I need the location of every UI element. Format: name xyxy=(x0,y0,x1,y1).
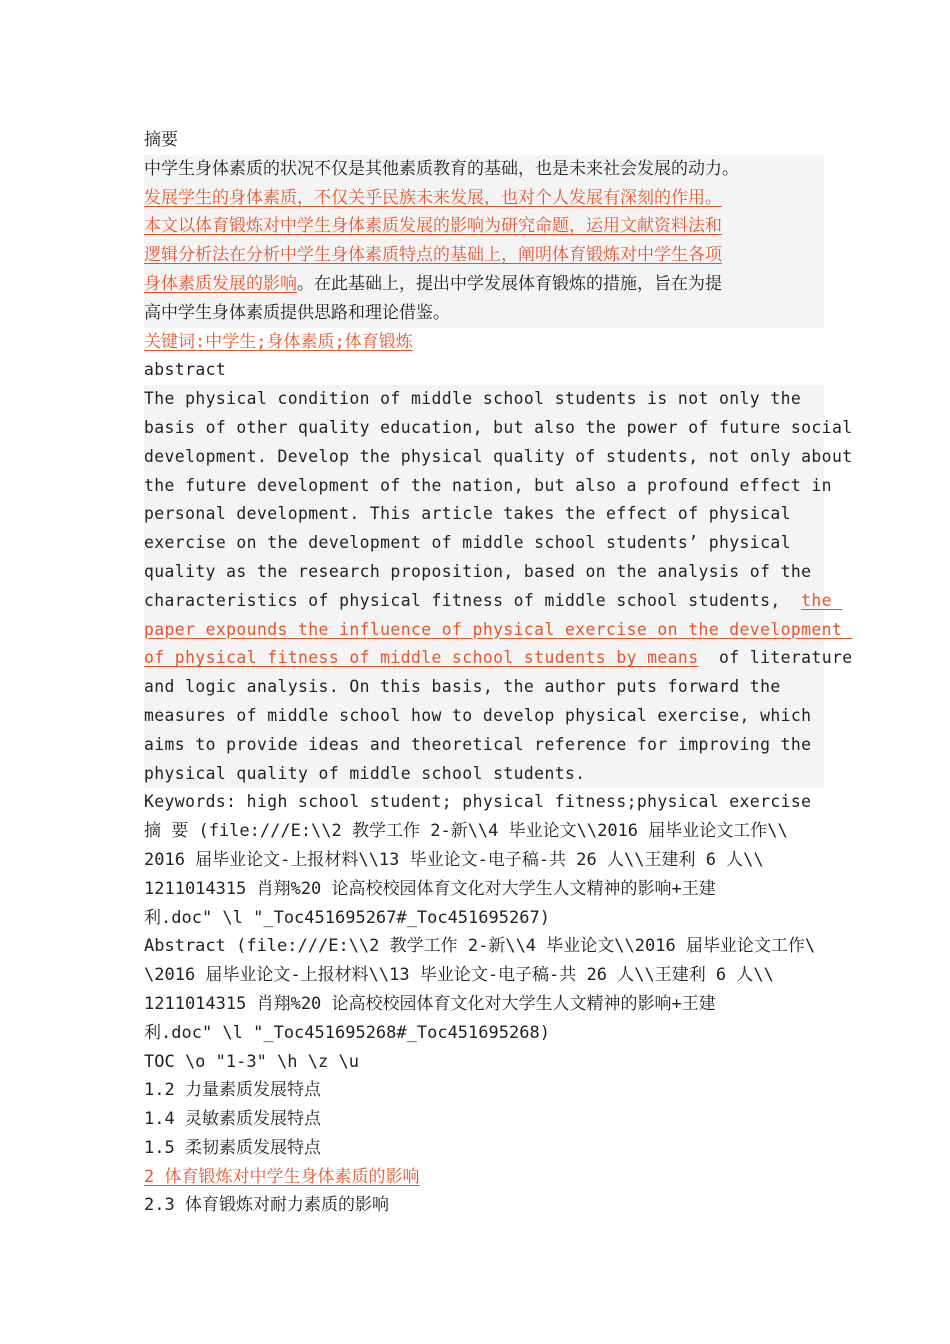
en-abstract-line-13: aims to provide ideas and theoretical reference for improving the xyxy=(144,731,824,760)
cn-abstract-red-2: 本文以体育锻炼对中学生身体素质发展的影响为研究命题，运用文献资料法和 xyxy=(144,216,722,237)
cn-abstract-red-4: 身体素质发展的影响 xyxy=(144,273,297,294)
en-abstract-line-1: The physical condition of middle school students is not only the xyxy=(144,385,824,414)
cn-abstract-line-3 xyxy=(144,212,824,241)
toc-link-abstract-cn-line-3[interactable]: 1211014315 肖翔%20 论高校校园体育文化对大学生人文精神的影响+王建 xyxy=(144,878,716,899)
toc-link-abstract-en-line-2[interactable]: \2016 届毕业论文-上报材料\\13 毕业论文-电子稿-共 26 人\\王建利 6 人\\ xyxy=(144,965,774,986)
en-abstract-line-4: the future development of the nation, but also a profound effect in xyxy=(144,472,824,501)
cn-keywords-line xyxy=(144,328,824,357)
en-abstract-line-11: and logic analysis. On this basis, the author puts forward the xyxy=(144,673,824,702)
toc-entry-1-2[interactable]: 1.2 力量素质发展特点 xyxy=(144,1080,321,1101)
cn-abstract-line-2 xyxy=(144,184,824,213)
en-abstract-red-2: paper expounds the influence of physical exercise on the development xyxy=(144,619,853,639)
cn-abstract-line-5-rest: 。在此基础上，提出中学发展体育锻炼的措施，旨在为提 xyxy=(297,273,722,294)
en-abstract-line-10-rest: of literature xyxy=(698,648,853,668)
cn-keywords: 关键词:中学生;身体素质;体育锻炼 xyxy=(144,331,413,352)
toc-link-abstract-en-line-3[interactable]: 1211014315 肖翔%20 论高校校园体育文化对大学生人文精神的影响+王建 xyxy=(144,993,716,1014)
en-abstract-line-2: basis of other quality education, but also the power of future social xyxy=(144,414,824,443)
en-abstract-line-5: personal development. This article takes the effect of physical xyxy=(144,500,824,529)
toc-entry-2-3[interactable]: 2.3 体育锻炼对耐力素质的影响 xyxy=(144,1195,389,1216)
en-abstract-line-3: development. Develop the physical quality of students, not only about xyxy=(144,443,824,472)
en-keywords: Keywords: high school student; physical fitness;physical exercise xyxy=(144,792,812,812)
cn-abstract-line-4 xyxy=(144,241,824,270)
toc-entry-2[interactable]: 2 体育锻炼对中学生身体素质的影响 xyxy=(144,1166,420,1187)
en-abstract-line-10 xyxy=(144,644,853,673)
en-abstract-line-8-text: characteristics of physical fitness of middle school students, xyxy=(144,590,802,610)
toc-entry-1-4[interactable]: 1.4 灵敏素质发展特点 xyxy=(144,1109,321,1130)
cn-abstract-line-5 xyxy=(144,270,824,299)
en-abstract-line-9 xyxy=(144,616,853,645)
toc-entry-2-line xyxy=(144,1163,824,1192)
en-abstract-line-12: measures of middle school how to develop physical exercise, which xyxy=(144,702,824,731)
toc-entry-1-5[interactable]: 1.5 柔韧素质发展特点 xyxy=(144,1137,321,1158)
document-page xyxy=(144,126,853,1220)
cn-abstract-line-6: 高中学生身体素质提供思路和理论借鉴。 xyxy=(144,299,824,328)
en-abstract-line-7: quality as the research proposition, based on the analysis of the xyxy=(144,558,824,587)
en-abstract-red-1: the xyxy=(801,590,843,610)
en-abstract-red-3: of physical fitness of middle school students by means xyxy=(144,648,699,668)
toc-link-abstract-cn-line-4[interactable]: 利.doc" \l "_Toc451695267#_Toc451695267) xyxy=(144,907,550,928)
cn-abstract-heading: 摘要 xyxy=(144,130,178,150)
toc-link-abstract-en-line-4[interactable]: 利.doc" \l "_Toc451695268#_Toc451695268) xyxy=(144,1022,550,1043)
toc-link-abstract-en-line-1[interactable]: Abstract (file:///E:\\2 教学工作 2-新\\4 毕业论文\\2016 届毕业论文工作\ xyxy=(144,936,816,957)
cn-abstract-red-1: 发展学生的身体素质，不仅关乎民族未来发展，也对个人发展有深刻的作用。 xyxy=(144,187,722,208)
en-abstract-heading: abstract xyxy=(144,360,227,380)
cn-abstract-line-1: 中学生身体素质的状况不仅是其他素质教育的基础，也是未来社会发展的动力。 xyxy=(144,155,824,184)
toc-field-code: TOC \o "1-3" \h \z \u xyxy=(144,1051,359,1072)
en-abstract-line-8 xyxy=(144,587,843,616)
cn-abstract-red-3: 逻辑分析法在分析中学生身体素质特点的基础上，阐明体育锻炼对中学生各项 xyxy=(144,245,722,266)
toc-link-abstract-cn-line-2[interactable]: 2016 届毕业论文-上报材料\\13 毕业论文-电子稿-共 26 人\\王建利 6 人\\ xyxy=(144,849,764,870)
toc-link-abstract-cn-line-1[interactable]: 摘 要 (file:///E:\\2 教学工作 2-新\\4 毕业论文\\2016 届毕业论文工作\\ xyxy=(144,821,788,842)
en-abstract-line-6: exercise on the development of middle school students’ physical xyxy=(144,529,824,558)
en-abstract-line-14: physical quality of middle school students. xyxy=(144,760,824,789)
